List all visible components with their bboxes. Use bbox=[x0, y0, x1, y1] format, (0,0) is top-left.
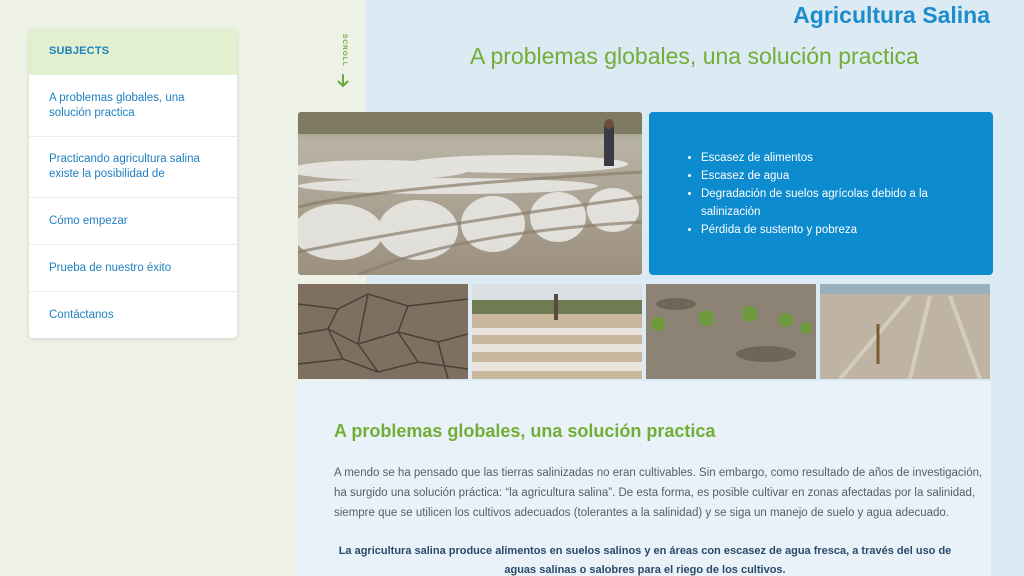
site-title: Agricultura Salina bbox=[793, 2, 990, 28]
problem-item: • Degradación de suelos agrícolas debido a la salinización bbox=[701, 185, 963, 221]
article-highlight: La agricultura salina produce alimentos en suelos salinos y en áreas con escasez de agua fresca, a través del uso de aguas salinas o salobres para el riego de los cultivos. bbox=[338, 545, 952, 576]
photo-dry-field bbox=[820, 284, 990, 379]
photo-irrigated-furrows bbox=[472, 284, 642, 379]
article-body: A mendo se ha pensado que las tierras salinizadas no eran cultivables. Sin embargo, como resultado de años de investigación, ha surgido una solución práctica: “la agricultura salina”. De esta forma, es posible cultivar en zonas afectadas por la salinidad, siempre que se utilicen los cultivos adecuados (tolerantes a la salinidad) y se siga un manejo de suelo y agua adecuado. bbox=[334, 467, 983, 519]
photo-young-crops bbox=[646, 284, 816, 379]
article-heading: A problemas globales, una solución practica bbox=[334, 421, 716, 441]
photo-cracked-soil bbox=[298, 284, 468, 379]
subjects-sidebar bbox=[29, 29, 237, 338]
problems-box bbox=[649, 112, 993, 275]
arrow-down-icon bbox=[336, 74, 350, 88]
photo-salinized-field bbox=[298, 112, 642, 275]
problem-item: • Escasez de alimentos bbox=[701, 149, 963, 167]
problem-item: • Pérdida de sustento y pobreza bbox=[701, 221, 963, 239]
sidebar-list bbox=[29, 75, 237, 338]
problem-item: • Escasez de agua bbox=[701, 167, 963, 185]
sidebar-header: SUBJECTS bbox=[29, 29, 237, 75]
problems-list bbox=[685, 149, 963, 239]
sidebar-item-prueba[interactable]: Prueba de nuestro éxito bbox=[29, 245, 237, 292]
scroll-indicator[interactable] bbox=[336, 34, 350, 90]
sidebar-item-como-empezar[interactable]: Cómo empezar bbox=[29, 198, 237, 245]
scroll-label: SCROLL bbox=[341, 34, 348, 67]
sidebar-item-contactanos[interactable]: Contáctanos bbox=[49, 308, 114, 321]
sidebar-item-practicando[interactable]: Practicando agricultura salina existe la posibilidad de bbox=[29, 137, 237, 198]
article-section bbox=[298, 381, 991, 576]
page-subtitle: A problemas globales, una solución practica bbox=[470, 43, 919, 69]
sidebar-item-problemas[interactable]: A problemas globales, una solución practica bbox=[29, 75, 237, 137]
